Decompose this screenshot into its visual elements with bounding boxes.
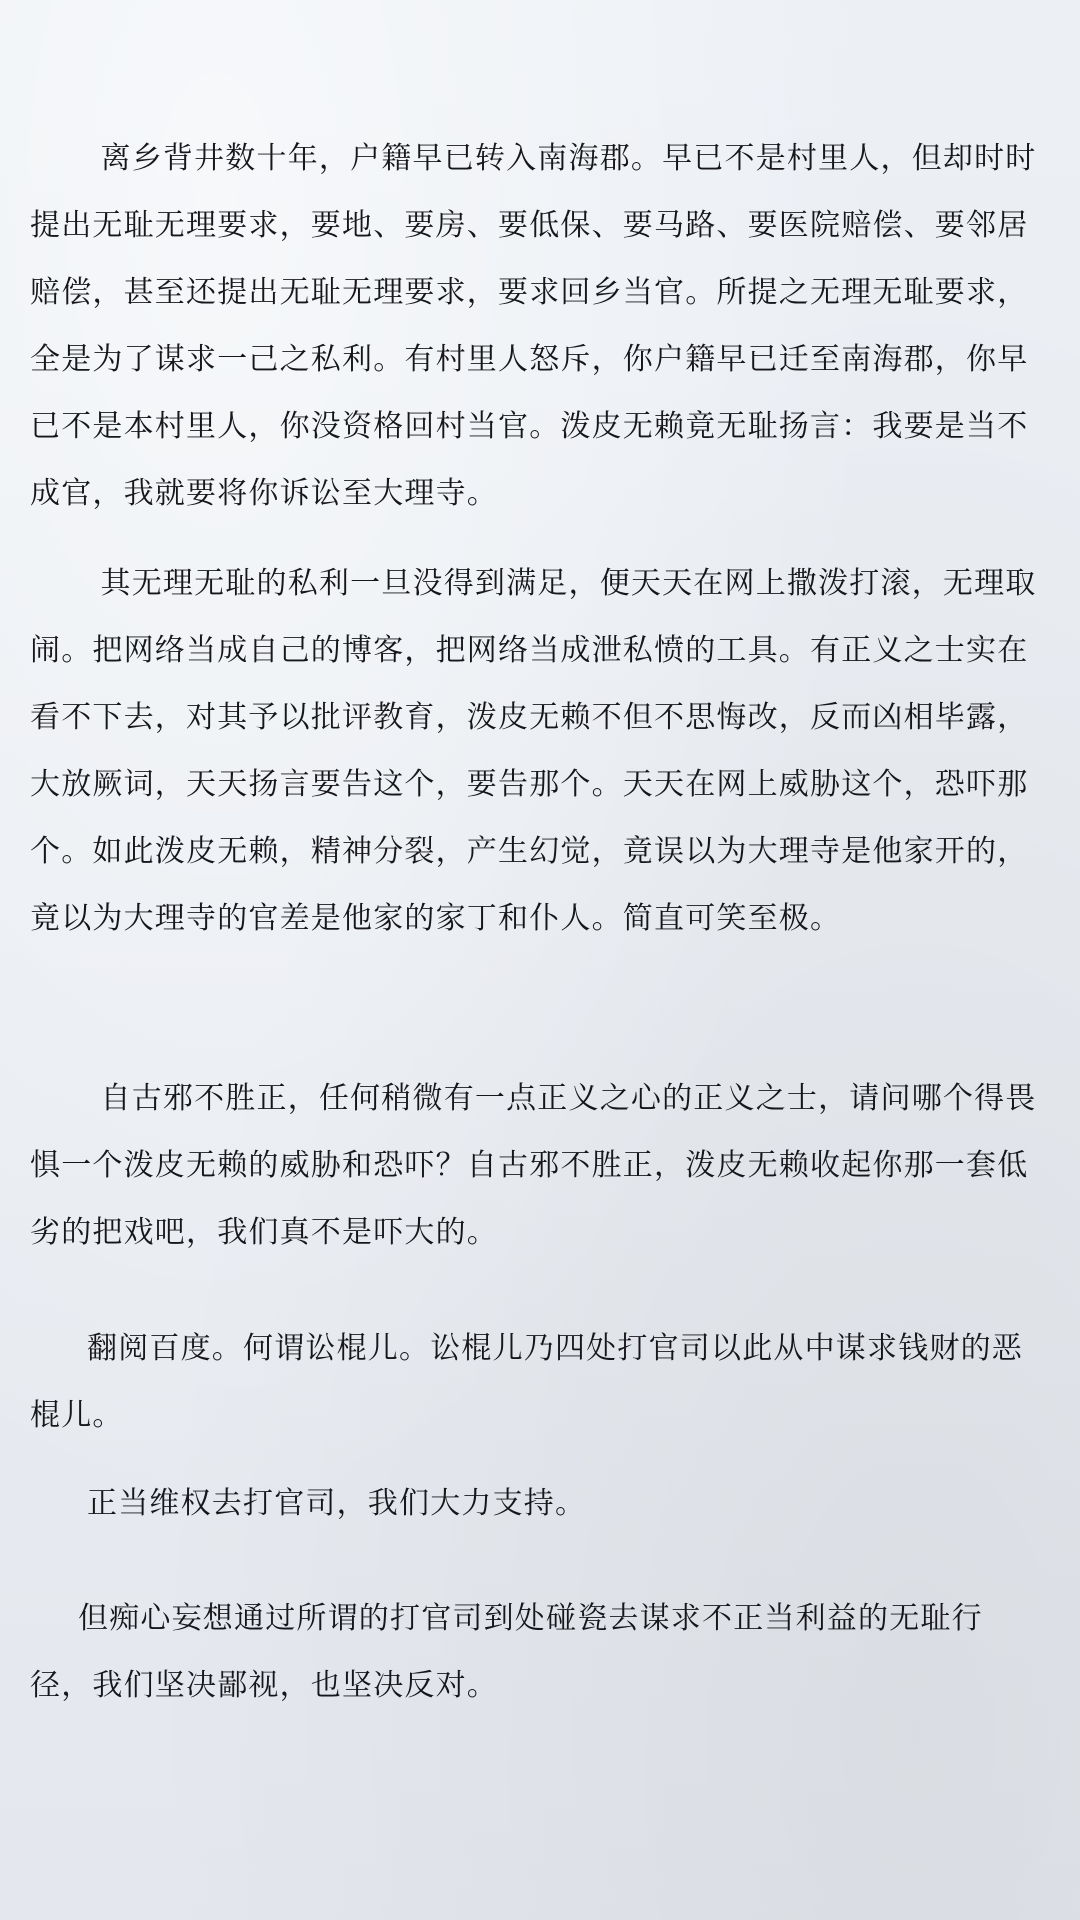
paragraph-6: 但痴心妄想通过所谓的打官司到处碰瓷去谋求不正当利益的无耻行径，我们坚决鄙视，也坚决反对。 bbox=[30, 1601, 983, 1703]
paragraph-2: 其无理无耻的私利一旦没得到满足，便天天在网上撒泼打滚，无理取闹。把网络当成自己的博客，把网络当成泄私愤的工具。有正义之士实在看不下去，对其予以批评教育，泼皮无赖不但不思悔改，反而凶相毕露，大放厥词，天天扬言要告这个，要告那个。天天在网上威胁这个，恐吓那个。如此泼皮无赖，精神分裂，产生幻觉，竟误以为大理寺是他家开的，竟以为大理寺的官差是他家的家丁和仆人。简直可笑至极。 bbox=[30, 566, 1037, 936]
paragraph-3: 自古邪不胜正，任何稍微有一点正义之心的正义之士，请问哪个得畏惧一个泼皮无赖的威胁和恐吓？自古邪不胜正，泼皮无赖收起你那一套低劣的把戏吧，我们真不是吓大的。 bbox=[30, 1081, 1037, 1250]
paragraph-4: 翻阅百度。何谓讼棍儿。讼棍儿乃四处打官司以此从中谋求钱财的恶棍儿。 bbox=[30, 1331, 1023, 1433]
paragraph-1: 离乡背井数十年，户籍早已转入南海郡。早已不是村里人，但却时时提出无耻无理要求，要地、要房、要低保、要马路、要医院赔偿、要邻居赔偿，甚至还提出无耻无理要求，要求回乡当官。所提之无理无耻要求，全是为了谋求一己之私利。有村里人怒斥，你户籍早已迁至南海郡，你早已不是本村里人，你没资格回村当官。泼皮无赖竟无耻扬言：我要是当不成官，我就要将你诉讼至大理寺。 bbox=[30, 141, 1037, 511]
paragraph-5: 正当维权去打官司，我们大力支持。 bbox=[87, 1486, 587, 1521]
